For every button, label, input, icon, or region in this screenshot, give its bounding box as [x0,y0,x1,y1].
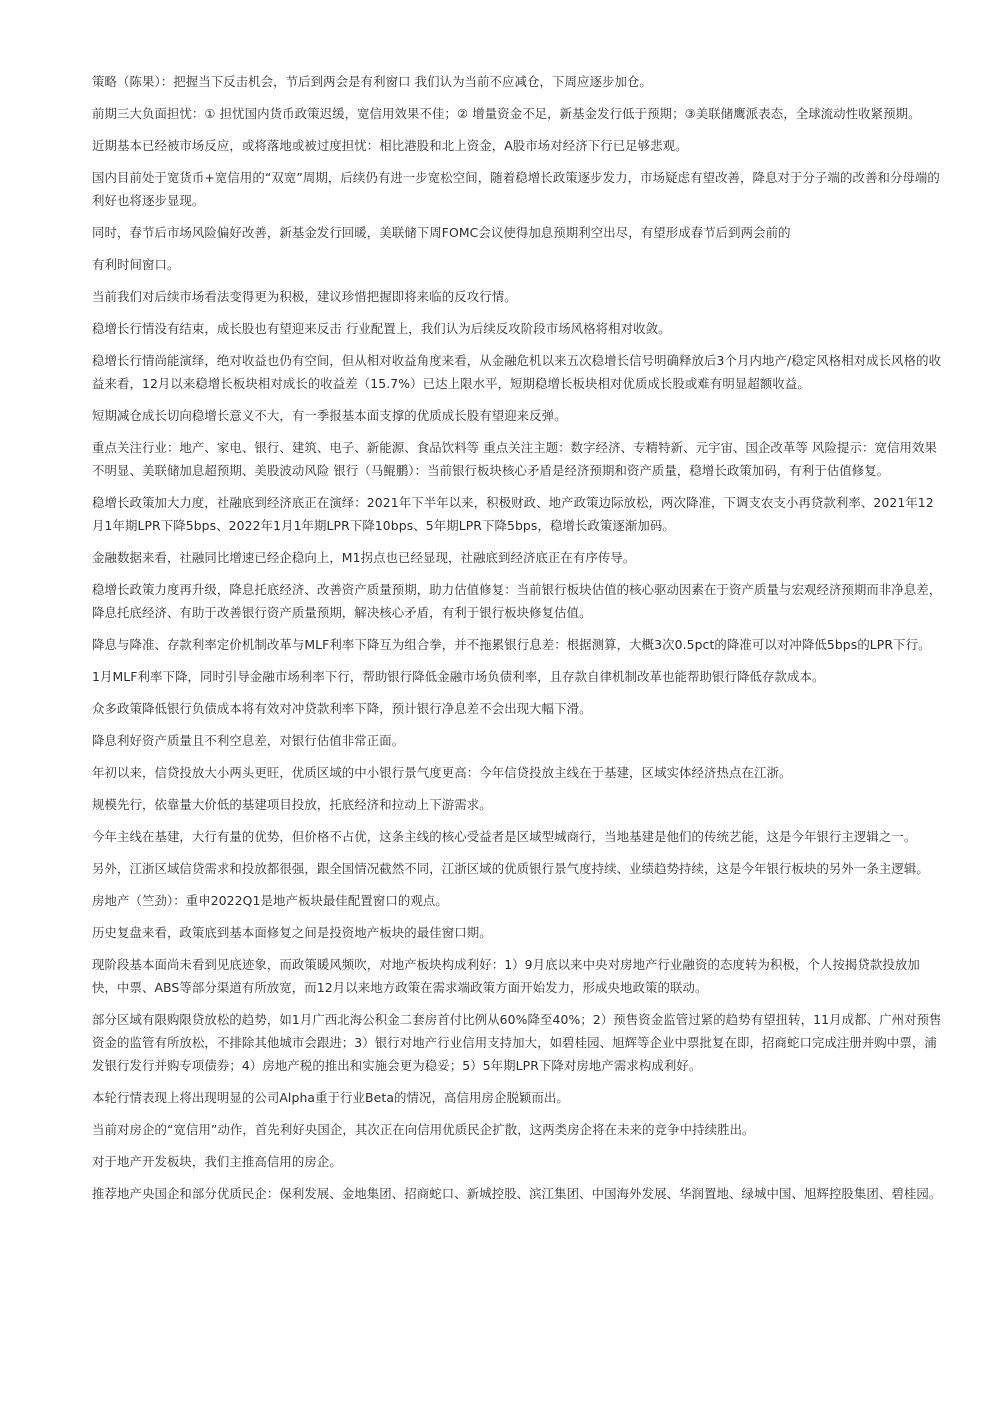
paragraph-recommendations: 推荐地产央国企和部分优质民企：保利发展、金地集团、招商蛇口、新城控股、滨江集团、中国海外发展、华润置地、绿城中国、旭辉控股集团、碧桂园。 [92,1186,942,1201]
paragraph-asset-quality: 降息利好资产质量且不利空息差，对银行估值非常正面。 [92,733,405,748]
document-body [92,70,942,1214]
paragraph-rrr-combo: 降息与降准、存款利率定价机制改革与MLF利率下降互为组合拳，并不拖累银行息差：根据测算，大概3次0.5pct的降准可以对冲降低5bps的LPR下行。 [92,637,931,652]
paragraph-relative-return: 稳增长行情尚能演绎，绝对收益也仍有空间，但从相对收益角度来看，从金融危机以来五次稳增长信号明确释放后3个月内地产/稳定风格相对成长风格的收益来看，12月以来稳增长板块相对成长的收益差（15.7%）已达上限水平，短期稳增长板块相对优质成长股或难有明显超额收益。 [92,353,942,391]
paragraph-market-reaction: 近期基本已经被市场反应，或将落地或被过度担忧：相比港股和北上资金，A股市场对经济下行已足够悲观。 [92,138,688,153]
paragraph-financial-data: 金融数据来看，社融同比增速已经企稳向上，M1拐点也已经显现，社融底到经济底正在有序传导。 [92,550,636,565]
paragraph-real-estate-intro: 房地产（竺劲）：重申2022Q1是地产板块最佳配置窗口的观点。 [92,893,448,908]
paragraph-growth-rebound: 稳增长行情没有结束，成长股也有望迎来反击 行业配置上，我们认为后续反攻阶段市场风格将相对收敛。 [92,321,671,336]
paragraph-rate-cut-valuation: 稳增长政策力度再升级，降息托底经济、改善资产质量预期，助力估值修复：当前银行板块估值的核心驱动因素在于资产质量与宏观经济预期而非净息差，降息托底经济、有助于改善银行资产质量预期，解决核心矛盾，有利于银行板块修复估值。 [92,582,942,620]
paragraph-policy-warming: 现阶段基本面尚未看到见底迹象，而政策暖风频吹，对地产板块构成利好：1）9月底以来中央对房地产行业融资的态度转为积极，个人按揭贷款投放加快，中票、ABS等部分渠道有所放宽，而12月以来地方政策在需求端政策方面开始发力，形成央地政策的联动。 [92,957,920,995]
paragraph-jiangzhe: 另外，江浙区域信贷需求和投放都很强，跟全国情况截然不同，江浙区域的优质银行景气度持续、业绩趋势持续，这是今年银行板块的另外一条主逻辑。 [92,861,929,876]
paragraph-infrastructure: 今年主线在基建，大行有量的优势，但价格不占优，这条主线的核心受益者是区域型城商行，当地基建是他们的传统艺能，这是今年银行主逻辑之一。 [92,829,917,844]
paragraph-regional-easing: 部分区域有限购限贷放松的趋势，如1月广西北海公积金二套房首付比例从60%降至40%；2）预售资金监管过紧的趋势有望扭转，11月成都、广州对预售资金的监管有所放松，不排除其他城市会跟进；3）银行对地产行业信用支持加大，如碧桂园、旭辉等企业中票批复在即，招商蛇口完成注册并购中票，浦发银行发行并购专项债券；4）房地产税的推出和实施会更为稳妥；5）5年期LPR下降对房地产需求构成利好。 [92,1012,942,1073]
paragraph-time-window: 有利时间窗口。 [92,257,180,272]
paragraph-policy-stimulus: 稳增长政策加大力度，社融底到经济底正在演绎：2021年下半年以来，积极财政、地产政策边际放松，两次降准，下调支农支小再贷款利率、2021年12月1年期LPR下降5bps、2022年1月1年期LPR下降10bps、5年期LPR下降5bps，稳增长政策逐渐加码。 [92,495,934,533]
paragraph-liability-cost: 众多政策降低银行负债成本将有效对冲贷款利率下降，预计银行净息差不会出现大幅下滑。 [92,701,592,716]
paragraph-post-festival: 同时，春节后市场风险偏好改善，新基金发行回暖，美联储下周FOMC会议使得加息预期利空出尽，有望形成春节后到两会前的 [92,225,791,240]
paragraph-credit-expansion: 当前对房企的“宽信用”动作，首先利好央国企，其次正在向信用优质民企扩散，这两类房企将在未来的竞争中持续胜出。 [92,1122,755,1137]
paragraph-positive-view: 当前我们对后续市场看法变得更为积极，建议珍惜把握即将来临的反攻行情。 [92,289,517,304]
paragraph-alpha-beta: 本轮行情表现上将出现明显的公司Alpha重于行业Beta的情况，高信用房企脱颖而出。 [92,1090,569,1105]
paragraph-strategy-intro: 策略（陈果）：把握当下反击机会，节后到两会是有利窗口 我们认为当前不应减仓，下周应逐步加仓。 [92,74,652,89]
paragraph-credit-growth: 年初以来，信贷投放大小两头更旺，优质区域的中小银行景气度更高：今年信贷投放主线在于基建，区域实体经济热点在江浙。 [92,765,792,780]
paragraph-three-concerns: 前期三大负面担忧：① 担忧国内货币政策迟缓，宽信用效果不佳；② 增量资金不足，新基金发行低于预期；③美联储鹰派表态，全球流动性收紧预期。 [92,106,921,121]
paragraph-scale-first: 规模先行，依靠量大价低的基建项目投放，托底经济和拉动上下游需求。 [92,797,492,812]
paragraph-history-review: 历史复盘来看，政策底到基本面修复之间是投资地产板块的最佳窗口期。 [92,925,492,940]
paragraph-mlf-rate: 1月MLF利率下降，同时引导金融市场利率下行，帮助银行降低金融市场负债利率，且存款自律机制改革也能帮助银行降低存款成本。 [92,669,825,684]
paragraph-high-credit: 对于地产开发板块，我们主推高信用的房企。 [92,1154,342,1169]
paragraph-key-industries: 重点关注行业：地产、家电、银行、建筑、电子、新能源、食品饮料等 重点关注主题：数字经济、专精特新、元宇宙、国企改革等 风险提示：宽信用效果不明显、美联储加息超预期、美股波动风险 银行（马鲲鹏）：当前银行板块核心矛盾是经济预期和资产质量，稳增长政策加码，有利于估值修复。 [92,440,937,478]
paragraph-double-easing: 国内目前处于宽货币+宽信用的“双宽”周期，后续仍有进一步宽松空间，随着稳增长政策逐步发力，市场疑虑有望改善，降息对于分子端的改善和分母端的利好也将逐步显现。 [92,170,940,208]
paragraph-short-term: 短期减仓成长切向稳增长意义不大，有一季报基本面支撑的优质成长股有望迎来反弹。 [92,408,567,423]
